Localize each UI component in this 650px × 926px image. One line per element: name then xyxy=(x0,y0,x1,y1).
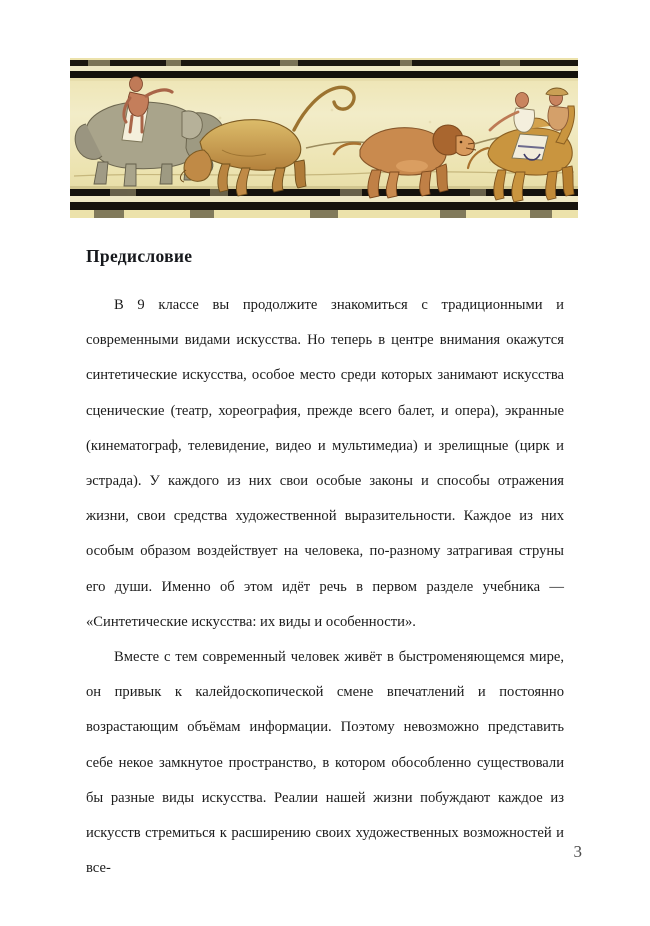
roman-mosaic-frieze-image xyxy=(70,58,578,218)
page-number: 3 xyxy=(573,842,582,861)
frieze-top-border xyxy=(70,60,578,81)
paragraph-2: Вместе с тем современный человек живёт в быстроменяющемся мире, он привык к калейдоскопической смене впечатлений и постоянно возрастающим объёмам информации. Поэтому невозможно представить себе некое замкнутое пространство, в котором обособленно существовали бы разные виды искусства. Реалии нашей жизни побуждают каждое из искусств стремиться к расширению своих художественных возможностей и все- xyxy=(86,649,564,877)
mosaic-illustration-svg xyxy=(70,58,578,218)
page-title: Предисловие xyxy=(86,245,193,266)
body-text-block xyxy=(86,288,564,886)
paragraph-1: В 9 классе вы продолжите знакомиться с традиционными и современными видами искусства. Но теперь в центре внимания окажутся синтетические искусства, особое место среди которых занимают искусства сценические (театр, хореография, прежде всего балет, и опера), экранные (кинематограф, телевидение, видео и мультимедиа) и зрелищные (цирк и эстрада). У каждого из них свои особые законы и способы отражения жизни, свои средства художественной выразительности. Каждое из них особым образом воздействует на человека, по-разному затрагивая струны его души. Именно об этом идёт речь в первом разделе учебника — «Синтетические искусства: их виды и особенности». xyxy=(86,297,564,630)
